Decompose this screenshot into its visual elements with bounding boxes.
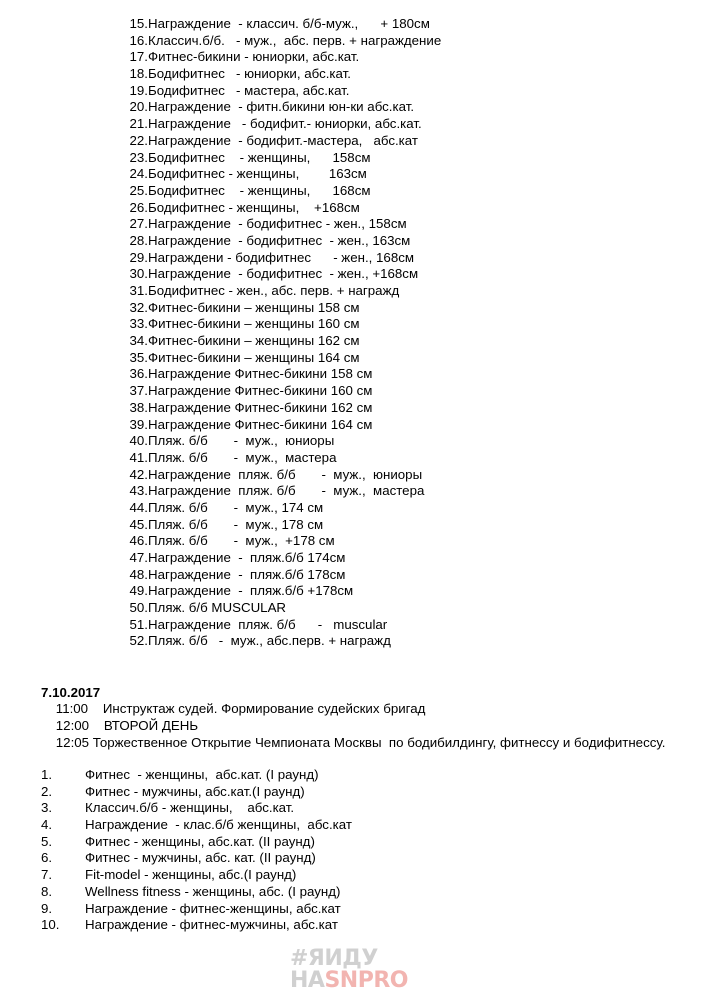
program-item-number: 28. <box>129 232 148 248</box>
day2-program-list <box>41 767 352 934</box>
program-item <box>128 300 441 317</box>
program-item-text: Бодифитнес - женщины, 168см <box>148 182 371 198</box>
program-item-text: Пляж. б/б - муж., 174 см <box>148 499 324 515</box>
program-item <box>128 500 441 517</box>
day2-item-text: Фитнес - женщины, абс.кат. (II раунд) <box>85 833 315 849</box>
day2-program-item <box>41 901 352 918</box>
program-item-number: 35. <box>129 349 148 365</box>
program-item-number: 17. <box>129 49 148 65</box>
program-item <box>128 33 441 50</box>
day2-item-text: Награждение - фитнес-женщины, абс.кат <box>85 900 341 916</box>
day2-program-item <box>41 767 352 784</box>
program-item-text: Награждение - классич. б/б-муж., + 180см <box>148 16 430 31</box>
day2-program-item <box>41 834 352 851</box>
day2-item-number: 8. <box>41 883 53 899</box>
program-item-number: 37. <box>129 383 148 399</box>
program-item-text: Награждение - пляж.б/б 174см <box>148 550 346 565</box>
program-item <box>128 383 441 400</box>
program-item-number: 36. <box>129 366 148 382</box>
program-item <box>128 250 441 267</box>
program-item <box>128 633 441 650</box>
program-item-text: Награждение пляж. б/б - muscular <box>148 616 388 632</box>
program-item-text: Награждение - бодифитнес - жен., +168см <box>148 266 419 282</box>
program-item-number: 22. <box>129 132 148 148</box>
program-item <box>128 350 441 367</box>
program-item <box>128 467 441 484</box>
program-item-number: 40. <box>129 433 148 449</box>
program-item-number: 27. <box>129 216 148 232</box>
program-item-text: Пляж. б/б - муж., +178 см <box>148 533 335 549</box>
day2-item-number: 9. <box>41 900 53 916</box>
day2-item-text: Fit-model - женщины, абс.(I раунд) <box>85 867 297 883</box>
program-item-number: 52. <box>129 633 148 649</box>
program-item-text: Пляж. б/б MUSCULAR <box>148 600 287 616</box>
program-item <box>128 417 441 434</box>
program-item <box>128 266 441 283</box>
program-item-text: Награждени - бодифитнес - жен., 168см <box>148 249 415 265</box>
program-item-text: Пляж. б/б - муж., мастера <box>148 449 337 465</box>
day2-item-text: Фитнес - мужчины, абс. кат. (II раунд) <box>85 850 316 866</box>
program-item-number: 24. <box>129 166 148 182</box>
program-item-text: Фитнес-бикини – женщины 158 см <box>148 299 360 315</box>
program-item <box>128 49 441 66</box>
day2-item-number: 1. <box>41 767 53 782</box>
program-item-number: 16. <box>129 32 148 48</box>
program-item-number: 25. <box>129 182 148 198</box>
day2-item-number: 10. <box>41 917 60 933</box>
program-item-number: 31. <box>129 283 148 298</box>
program-item <box>128 99 441 116</box>
program-item-number: 42. <box>129 466 148 482</box>
program-item <box>128 567 441 584</box>
day2-item-number: 2. <box>41 783 53 799</box>
program-item-text: Награждение пляж. б/б - муж., юниоры <box>148 466 423 482</box>
schedule-line-1100: 11:00 Инструктаж судей. Формирование судейских бригад <box>41 701 426 716</box>
watermark-logo <box>290 948 408 992</box>
program-item-text: Награждение Фитнес-бикини 158 см <box>148 366 373 382</box>
watermark-line-1: #ЯИДУ <box>290 946 378 971</box>
program-item <box>128 333 441 350</box>
program-item-number: 44. <box>129 499 148 515</box>
program-item <box>128 366 441 383</box>
program-item <box>128 16 441 33</box>
program-item-number: 39. <box>129 416 148 432</box>
program-item <box>128 166 441 183</box>
program-item-text: Пляж. б/б - муж., юниоры <box>148 433 335 449</box>
program-item <box>128 150 441 167</box>
program-item-number: 51. <box>129 616 148 632</box>
program-item <box>128 83 441 100</box>
program-item-text: Бодифитнес - женщины, +168см <box>148 199 360 215</box>
program-item-text: Бодифитнес - женщины, 163см <box>148 166 367 182</box>
program-item-number: 48. <box>129 566 148 582</box>
program-item-text: Награждение - фитн.бикини юн-ки абс.кат. <box>148 99 415 115</box>
day2-item-number: 6. <box>41 850 53 866</box>
day2-program-item <box>41 867 352 884</box>
day2-program-item <box>41 784 352 801</box>
program-item-number: 30. <box>129 266 148 282</box>
program-item-number: 47. <box>129 550 148 565</box>
program-item <box>128 400 441 417</box>
program-item-number: 43. <box>129 483 148 499</box>
watermark-line-2a: НА <box>290 968 325 993</box>
watermark-line-2b: SNPRO <box>324 968 408 993</box>
day2-item-text: Награждение - фитнес-мужчины, абс.кат <box>85 917 338 933</box>
program-item <box>128 183 441 200</box>
program-item-text: Фитнес-бикини – женщины 164 см <box>148 349 360 365</box>
day2-item-number: 7. <box>41 867 53 883</box>
program-item <box>128 483 441 500</box>
program-item-text: Награждение - бодифитнес - жен., 163см <box>148 232 411 248</box>
day2-item-text: Фитнес - женщины, абс.кат. (I раунд) <box>85 767 319 782</box>
program-item <box>128 600 441 617</box>
day2-program-item <box>41 817 352 834</box>
program-item-text: Классич.б/б. - муж., абс. перв. + награждение <box>148 32 442 48</box>
program-item <box>128 133 441 150</box>
program-item <box>128 316 441 333</box>
schedule-line-1200: 12:00 ВТОРОЙ ДЕНЬ <box>41 718 199 733</box>
program-item <box>128 200 441 217</box>
program-item-number: 50. <box>129 600 148 616</box>
program-item-text: Бодифитнес - мастера, абс.кат. <box>148 82 350 98</box>
program-item-text: Награждение пляж. б/б - муж., мастера <box>148 483 425 499</box>
program-item-text: Бодифитнес - жен., абс. перв. + награжд <box>148 283 400 298</box>
program-item <box>128 116 441 133</box>
program-item-text: Награждение - пляж.б/б +178см <box>148 583 354 599</box>
program-list <box>128 16 441 650</box>
program-item <box>128 550 441 567</box>
program-item-number: 33. <box>129 316 148 332</box>
program-item-text: Фитнес-бикини – женщины 160 см <box>148 316 360 332</box>
program-item-number: 46. <box>129 533 148 549</box>
program-item-text: Награждение - бодифит.- юниорки, абс.кат. <box>148 116 422 132</box>
day2-program-item <box>41 800 352 817</box>
program-item-text: Награждение - бодифит.-мастера, абс.кат <box>148 132 418 148</box>
program-item-text: Бодифитнес - юниорки, абс.кат. <box>148 66 351 82</box>
program-item <box>128 433 441 450</box>
program-item-number: 41. <box>129 449 148 465</box>
program-item-text: Фитнес-бикини – женщины 162 см <box>148 333 360 349</box>
day2-item-text: Wellness fitness - женщины, абс. (I раунд) <box>85 883 341 899</box>
program-item <box>128 283 441 300</box>
program-item-text: Бодифитнес - женщины, 158см <box>148 149 371 165</box>
day2-item-text: Награждение - клас.б/б женщины, абс.кат <box>85 817 352 833</box>
program-item-number: 20. <box>129 99 148 115</box>
program-item-number: 19. <box>129 82 148 98</box>
program-item-text: Награждение Фитнес-бикини 160 см <box>148 383 373 399</box>
day2-date: 7.10.2017 <box>41 685 101 700</box>
day2-item-number: 4. <box>41 817 53 833</box>
day2-item-number: 5. <box>41 833 53 849</box>
program-item-text: Награждение - пляж.б/б 178см <box>148 566 346 582</box>
program-item <box>128 533 441 550</box>
program-item-text: Награждение Фитнес-бикини 164 см <box>148 416 373 432</box>
program-item-number: 15. <box>129 16 148 31</box>
program-item <box>128 517 441 534</box>
program-item-number: 23. <box>129 149 148 165</box>
program-item-number: 45. <box>129 516 148 532</box>
day2-item-number: 3. <box>41 800 53 816</box>
program-item <box>128 450 441 467</box>
program-item <box>128 233 441 250</box>
program-item <box>128 583 441 600</box>
program-item-number: 21. <box>129 116 148 132</box>
day2-program-item <box>41 884 352 901</box>
program-item <box>128 617 441 634</box>
program-item-number: 18. <box>129 66 148 82</box>
program-item <box>128 216 441 233</box>
program-item-number: 38. <box>129 399 148 415</box>
program-item-number: 49. <box>129 583 148 599</box>
program-item-number: 32. <box>129 299 148 315</box>
day2-item-text: Классич.б/б - женщины, абс.кат. <box>85 800 295 816</box>
program-item-number: 26. <box>129 199 148 215</box>
program-item-number: 29. <box>129 249 148 265</box>
schedule-line-1205: 12:05 Торжественное Открытие Чемпионата Москвы по бодибилдингу, фитнессу и бодифитнессу. <box>41 735 666 750</box>
day2-program-item <box>41 850 352 867</box>
program-item-text: Пляж. б/б - муж., 178 см <box>148 516 324 532</box>
program-item-text: Награждение - бодифитнес - жен., 158см <box>148 216 407 232</box>
day2-program-item <box>41 917 352 934</box>
program-item-text: Награждение Фитнес-бикини 162 см <box>148 399 373 415</box>
program-item-text: Пляж. б/б - муж., абс.перв. + награжд <box>148 633 391 649</box>
program-item-number: 34. <box>129 333 148 349</box>
day2-item-text: Фитнес - мужчины, абс.кат.(I раунд) <box>85 783 305 799</box>
program-item <box>128 66 441 83</box>
program-item-text: Фитнес-бикини - юниорки, абс.кат. <box>148 49 360 65</box>
